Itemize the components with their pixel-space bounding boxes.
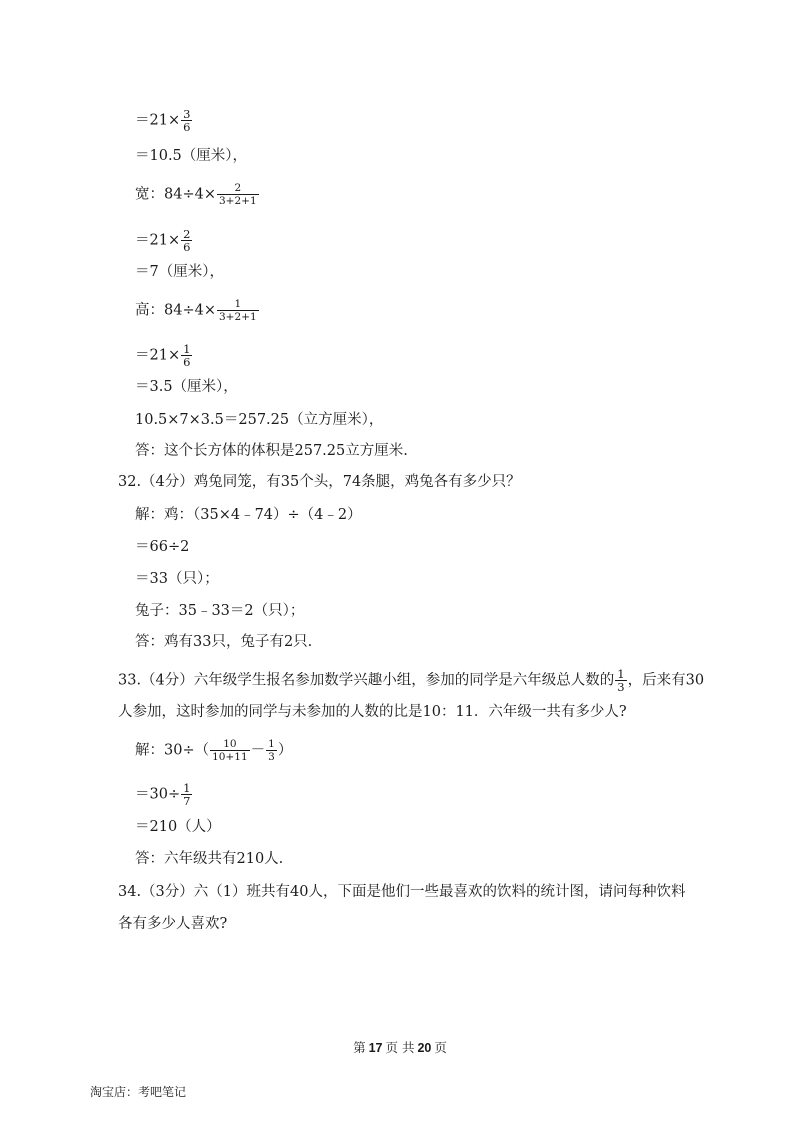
footer-text: 第 <box>353 1040 366 1055</box>
question-34-line-2: 各有多少人喜欢? <box>118 916 228 932</box>
q32-step-1: 解：鸡：（35×4﹣74）÷（4﹣2） <box>135 507 362 523</box>
numerator: 1 <box>183 342 191 356</box>
calc-line-8: ＝3.5（厘米）， <box>135 379 238 395</box>
numerator: 3 <box>183 107 191 121</box>
numerator: 2 <box>183 227 191 241</box>
fraction <box>615 668 626 693</box>
question-34-line-1: 34.（3分）六（1）班共有40人，下面是他们一些最喜欢的饮料的统计图，请问每种饮料 <box>118 884 686 900</box>
question-text: 33.（4分）六年级学生报名参加数学兴趣小组，参加的同学是六年级总人数的 <box>118 672 615 689</box>
fraction <box>181 343 192 368</box>
numerator: 1 <box>234 298 242 310</box>
height-line <box>135 298 260 323</box>
denominator: 3+2+1 <box>218 195 257 207</box>
question-33-line-2: 人参加，这时参加的同学与未参加的人数的比是10：11．六年级一共有多少人? <box>118 704 627 720</box>
numerator: 1 <box>617 667 625 681</box>
calc-line-7 <box>135 343 193 368</box>
q32-step-3: ＝33（只）； <box>135 571 219 587</box>
fraction <box>266 738 277 763</box>
fraction <box>217 298 259 323</box>
page-number <box>0 1038 800 1056</box>
question-32: 32.（4分）鸡兔同笼，有35个头，74条腿，鸡兔各有多少只？ <box>118 474 521 490</box>
q32-step-4: 兔子：35﹣33＝2（只）； <box>135 603 305 619</box>
question-text: ，后来有30 <box>627 672 705 689</box>
denominator: 6 <box>183 240 191 254</box>
question-33-line-1 <box>118 668 704 693</box>
footer-text: 页 <box>434 1040 447 1055</box>
fraction <box>181 782 192 807</box>
fraction <box>210 738 250 763</box>
current-page: 17 <box>368 1041 383 1055</box>
numerator: 1 <box>183 781 191 795</box>
answer-33: 答：六年级共有210人. <box>135 851 284 867</box>
denominator: 3 <box>617 680 625 694</box>
expr-text: ） <box>277 742 293 759</box>
numerator: 1 <box>268 738 275 750</box>
expr-text: ＝21× <box>135 112 181 129</box>
expr-text: 宽：84÷4× <box>135 186 216 203</box>
answer-31: 答：这个长方体的体积是257.25立方厘米. <box>135 443 408 459</box>
answer-32: 答：鸡有33只，兔子有2只. <box>135 634 313 650</box>
q32-step-2: ＝66÷2 <box>135 539 190 555</box>
calc-line-1 <box>135 108 193 133</box>
volume-line: 10.5×7×3.5＝257.25（立方厘米）， <box>135 412 384 428</box>
q33-step-1 <box>135 738 292 763</box>
expr-text: 高：84÷4× <box>135 302 216 319</box>
q33-step-3: ＝210（人） <box>135 819 221 835</box>
denominator: 6 <box>183 355 191 369</box>
fraction <box>217 182 259 207</box>
denominator: 7 <box>183 794 191 808</box>
total-pages: 20 <box>417 1041 432 1055</box>
q33-step-2 <box>135 782 193 807</box>
denominator: 10+11 <box>212 751 248 763</box>
minus-sign: － <box>250 742 266 759</box>
denominator: 6 <box>183 120 191 134</box>
width-line <box>135 182 260 207</box>
expr-text: 解：30÷（ <box>135 742 210 759</box>
fraction <box>181 228 192 253</box>
footer-text: 页 共 <box>385 1040 415 1055</box>
denominator: 3+2+1 <box>218 311 257 323</box>
shop-label: 淘宝店：考吧笔记 <box>90 1085 187 1099</box>
calc-line-5: ＝7（厘米）， <box>135 264 224 280</box>
numerator: 2 <box>234 182 242 194</box>
calc-line-4 <box>135 228 193 253</box>
expr-text: ＝21× <box>135 347 181 364</box>
calc-line-2: ＝10.5（厘米）， <box>135 148 248 164</box>
fraction <box>181 108 192 133</box>
denominator: 3 <box>268 751 275 763</box>
expr-text: ＝30÷ <box>135 786 181 803</box>
numerator: 10 <box>223 738 237 750</box>
expr-text: ＝21× <box>135 232 181 249</box>
